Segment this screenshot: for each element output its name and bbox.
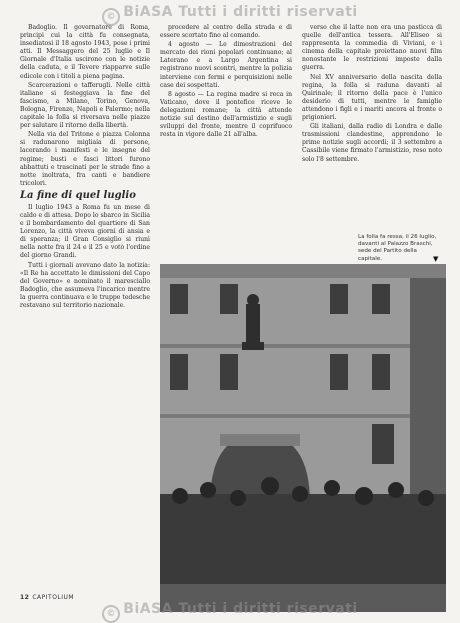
page-number: 12 bbox=[20, 594, 30, 601]
paragraph: 4 agosto — Le dimostrazioni del mercato dei rioni popolari continuano; al Laterano e a Largo Argentina si registrano nuovi scontri, mentre la polizia interviene con fermi e perquisizioni nelle case dei sospettati. bbox=[160, 41, 292, 89]
text-column-3 bbox=[302, 24, 442, 228]
text-column-1 bbox=[20, 24, 150, 590]
watermark-logo-icon: © bbox=[102, 605, 120, 623]
photo-caption: La folla fa ressa, il 26 luglio, davanti al Palazzo Braschi, sede del Partito della capitale. bbox=[358, 234, 437, 262]
cornice bbox=[160, 264, 446, 278]
paragraph: Scarcerazioni e tafferugli. Nelle città italiane si festeggiava la fine del fascismo, a Milano, Torino, Genova, Bologna, Firenze, Napoli e Palermo; nella capitale la folla si riversava nelle piazze per salutare il ritorno della libertà. bbox=[20, 81, 150, 130]
watermark-bottom: © BiASA Tutti i diritti riservati bbox=[0, 601, 460, 623]
magazine-name: CAPITOLIUM bbox=[32, 594, 75, 601]
paragraph: Gli italiani, dalla radio di Londra e dalle trasmissioni clandestine, apprendono le prime notizie sugli accordi; il 3 settembre a Cassibile viene firmato l'armistizio, reso noto solo l'8 settembre. bbox=[302, 123, 442, 163]
pavement bbox=[160, 584, 446, 612]
flags bbox=[220, 434, 300, 446]
arrow-down-icon: ▼ bbox=[433, 255, 439, 263]
paragraph: procedere al centro della strada e di essere scortato fino al comando. bbox=[160, 24, 292, 40]
photo-crowd-palazzo bbox=[160, 264, 446, 612]
paragraph: verso che il latte non era una pasticca di quelle dell'antica tessera. All'Eliseo si rappresenta la commedia di Viviani, e i cinema della capitale proiettano nuovi film nonostante le restrizioni imposte dalla guerra. bbox=[302, 24, 442, 72]
section-title: La fine di quel luglio bbox=[20, 189, 136, 201]
watermark-top: © BiASA Tutti i diritti riservati bbox=[0, 4, 460, 26]
paragraph: Badoglio. Il governatore di Roma, principi cui la città fu consegnata, insediatosi il 18 agosto 1943, pose i primi atti. Il Messaggero del 25 luglio e Il Giornale d'Italia uscirono con le notizie della caduta, e il Tevere riapparve sulle edicole con i titoli a piena pagina. bbox=[20, 24, 150, 80]
photo-illustration bbox=[160, 264, 446, 612]
watermark-logo-icon: © bbox=[102, 8, 120, 26]
paragraph: 8 agosto — La regina madre si reca in Vaticano, dove il pontefice riceve le delegazioni romane; la città attende notizie sul destino dell'armistizio e sugli sviluppi del fronte, mentre il coprifuoco resta in vigore dalle 21 all'alba. bbox=[160, 90, 292, 139]
balcony-ledge bbox=[160, 344, 410, 348]
paragraph: Tutti i giornali avevano dato la notizia: «Il Re ha accettato le dimissioni del Capo del Governo» e nominato il maresciallo Badoglio, che assumeva l'incarico mentre la guerra continuava e le truppe tedesche restavano sul territorio nazionale. bbox=[20, 261, 150, 309]
paragraph: Nel XV anniversario della nascita della regina, la folla si raduna davanti al Quirinale; il ritorno della pace è l'unico desiderio di tutti, mentre le famiglie attendono i figli e i mariti ancora al fronte o prigionieri. bbox=[302, 73, 442, 122]
paragraph: Il luglio 1943 a Roma fu un mese di caldo e di attesa. Dopo lo sbarco in Sicilia e il bombardamento del quartiere di San Lorenzo, la città viveva giorni di ansia e di speranza; il Gran Consiglio si riunì nella notte fra il 24 e il 25 e votò l'ordine del giorno Grandi. bbox=[20, 203, 150, 260]
paragraph: Nella via del Tritone e piazza Colonna si radunarono migliaia di persone, lacerando i manifesti e le insegne del regime; busti e fasci littori furono abbattuti e trascinati per le strade fino a notte inoltrata, fra canti e bandiere tricolori. bbox=[20, 131, 150, 187]
page-footer bbox=[20, 594, 74, 601]
balcony-ledge bbox=[160, 414, 410, 418]
text-column-2 bbox=[160, 24, 292, 270]
